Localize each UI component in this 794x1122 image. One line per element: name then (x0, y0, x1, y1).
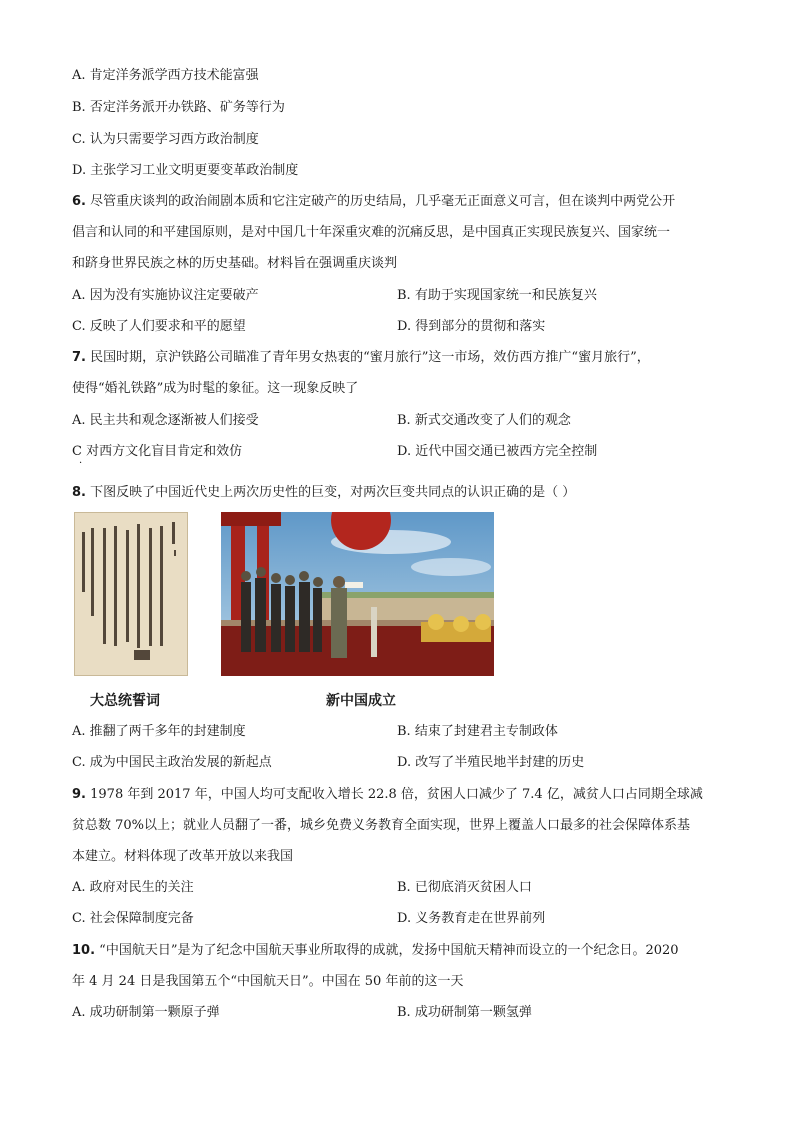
q8-text: 下图反映了中国近代史上两次历史性的巨变，对两次巨变共同点的认识正确的是（ ） (90, 485, 576, 500)
q6-option-c: C. 反映了人们要求和平的愿望 (72, 319, 246, 334)
q10-number: 10. (72, 943, 96, 958)
scan-dot: · (79, 458, 83, 469)
q10-stem-line1 (72, 941, 679, 961)
q8-option-a: A. 推翻了两千多年的封建制度 (72, 724, 246, 739)
q10-text: “中国航天日”是为了纪念中国航天事业所取得的成就，发扬中国航天精神而设立的一个纪念日。2020 (99, 943, 679, 958)
q6-option-a: A. 因为没有实施协议注定要破产 (72, 288, 259, 303)
founding-caption: 新中国成立 (326, 693, 396, 709)
q6-option-b: B. 有助于实现国家统一和民族复兴 (397, 288, 597, 303)
q7-number: 7. (72, 350, 86, 365)
q6-number: 6. (72, 194, 86, 209)
q6-option-d: D. 得到部分的贯彻和落实 (397, 319, 546, 334)
q8-option-c: C. 成为中国民主政治发展的新起点 (72, 755, 272, 770)
q9-stem-line2: 贫总数 70%以上；就业人员翻了一番，城乡免费义务教育全面实现，世界上覆盖人口最多的社会保障体系基 (72, 818, 691, 833)
q5-option-d: D. 主张学习工业文明更要变革政治制度 (72, 163, 299, 178)
q5-option-c: C. 认为只需要学习西方政治制度 (72, 132, 259, 147)
q7-option-b: B. 新式交通改变了人们的观念 (397, 413, 571, 428)
q9-number: 9. (72, 787, 86, 802)
oath-caption: 大总统誓词 (90, 693, 160, 709)
q7-stem-line1 (72, 348, 650, 368)
q8-option-b: B. 结束了封建君主专制政体 (397, 724, 558, 739)
q8-stem-line1 (72, 483, 575, 503)
q9-stem-line1 (72, 785, 703, 805)
q9-text: 1978 年到 2017 年，中国人均可支配收入增长 22.8 倍，贫困人口减少了 7.4 亿，减贫人口占同期全球减 (90, 787, 703, 802)
q5-option-b: B. 否定洋务派开办铁路、矿务等行为 (72, 100, 285, 115)
q9-stem-line3: 本建立。材料体现了改革开放以来我国 (72, 849, 294, 864)
q8-option-d: D. 改写了半殖民地半封建的历史 (397, 755, 585, 770)
q7-option-d: D. 近代中国交通已被西方完全控制 (397, 444, 598, 459)
founding-ceremony-image (221, 512, 494, 676)
q7-stem-line2: 使得“婚礼铁路”成为时髦的象征。这一现象反映了 (72, 381, 359, 396)
q7-option-a: A. 民主共和观念逐渐被人们接受 (72, 413, 259, 428)
oath-manuscript-image (74, 512, 188, 676)
q9-option-d: D. 义务教育走在世界前列 (397, 911, 546, 926)
q10-option-a: A. 成功研制第一颗原子弹 (72, 1005, 220, 1020)
q6-stem-line1 (72, 192, 675, 212)
q7-text: 民国时期，京沪铁路公司瞄准了青年男女热衷的“蜜月旅行”这一市场，效仿西方推广“蜜月旅行”， (90, 350, 650, 365)
q5-option-a: A. 肯定洋务派学西方技术能富强 (72, 68, 259, 83)
q10-stem-line2: 年 4 月 24 日是我国第五个“中国航天日”。中国在 50 年前的这一天 (72, 974, 464, 989)
q8-number: 8. (72, 485, 86, 500)
q9-option-b: B. 已彻底消灭贫困人口 (397, 880, 532, 895)
q10-option-b: B. 成功研制第一颗氢弹 (397, 1005, 532, 1020)
q6-text: 尽管重庆谈判的政治闹剧本质和它注定破产的历史结局，几乎毫无正面意义可言，但在谈判中两党公开 (90, 194, 676, 209)
q7-option-c: C 对西方文化盲目肯定和效仿 (72, 444, 243, 459)
q9-option-c: C. 社会保障制度完备 (72, 911, 194, 926)
q9-option-a: A. 政府对民生的关注 (72, 880, 194, 895)
q6-stem-line3: 和跻身世界民族之林的历史基础。材料旨在强调重庆谈判 (72, 256, 398, 271)
q6-stem-line2: 倡言和认同的和平建国原则，是对中国几十年深重灾难的沉痛反思，是中国真正实现民族复兴、国家统一 (72, 225, 671, 240)
